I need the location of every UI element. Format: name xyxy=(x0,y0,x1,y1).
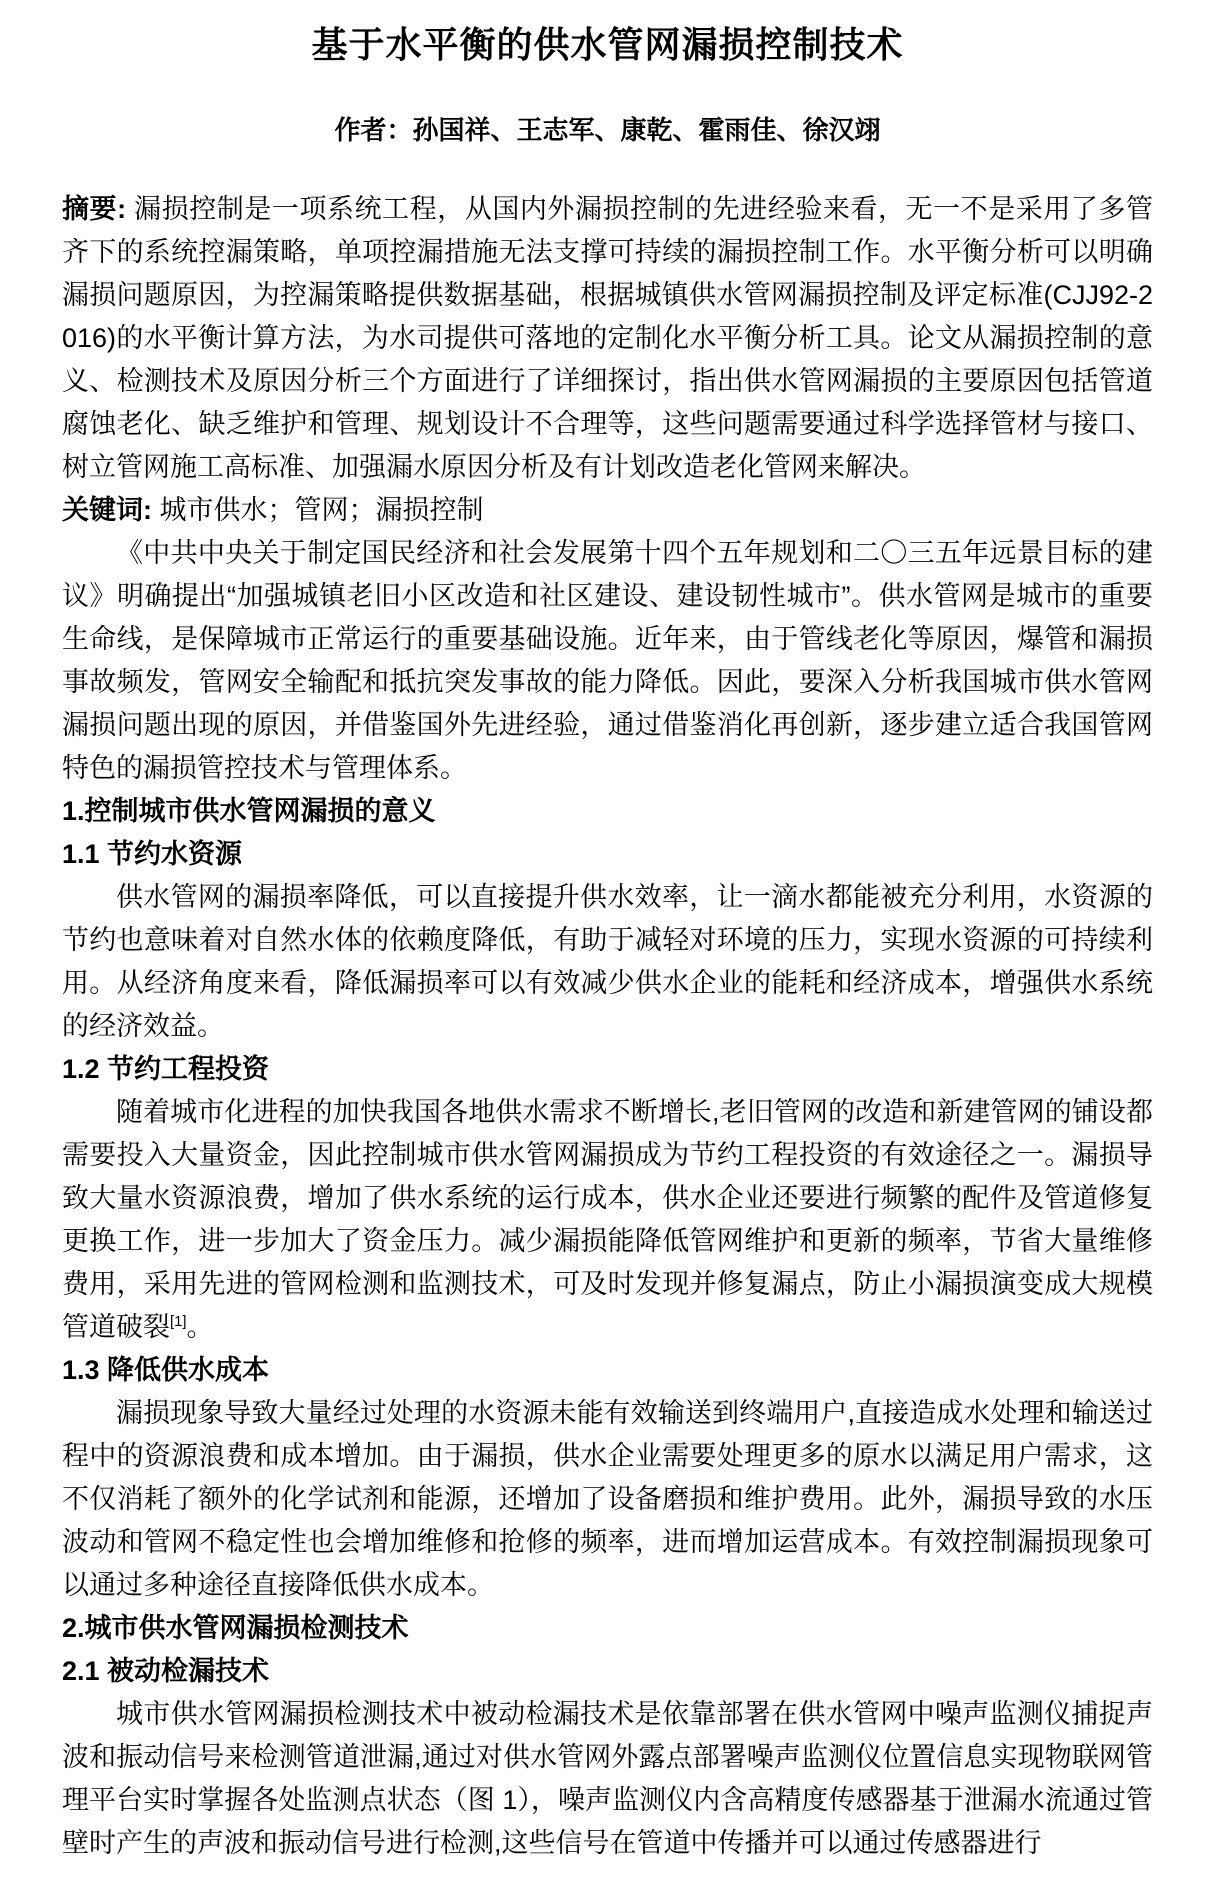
paragraph-1-2-text: 随着城市化进程的加快我国各地供水需求不断增长,老旧管网的改造和新建管网的铺设都需要投入大量资金，因此控制城市供水管网漏损成为节约工程投资的有效途径之一。漏损导致大量水资源浪费，增加了供水系统的运行成本，供水企业还要进行频繁的配件及管道修复更换工作，进一步加大了资金压力。减少漏损能降低管网维护和更新的频率，节省大量维修费用，采用先进的管网检测和监测技术，可及时发现并修复漏点，防止小漏损演变成大规模管道破裂 xyxy=(62,1097,1153,1342)
keywords-text: 城市供水；管网；漏损控制 xyxy=(159,495,484,525)
paragraph-1-2 xyxy=(62,1091,1153,1349)
abstract-label: 摘要: xyxy=(62,194,127,224)
paper-body xyxy=(62,188,1153,1865)
keywords-line xyxy=(62,489,1153,532)
abstract-paragraph xyxy=(62,188,1153,489)
subsection-heading-1-2: 1.2 节约工程投资 xyxy=(62,1054,270,1084)
paragraph-1-2-tail: 。 xyxy=(186,1312,214,1342)
section-heading-2: 2.城市供水管网漏损检测技术 xyxy=(62,1613,409,1643)
subsection-heading-1-3: 1.3 降低供水成本 xyxy=(62,1355,270,1385)
paragraph-2-1: 城市供水管网漏损检测技术中被动检漏技术是依靠部署在供水管网中噪声监测仪捕捉声波和振动信号来检测管道泄漏,通过对供水管网外露点部署噪声监测仪位置信息实现物联网管理平台实时掌握各处监测点状态（图 1），噪声监测仪内含高精度传感器基于泄漏水流通过管壁时产生的声波和振动信号进行检测,这些信号在管道中传播并可以通过传感器进行 xyxy=(62,1699,1153,1858)
intro-paragraph: 《中共中央关于制定国民经济和社会发展第十四个五年规划和二〇三五年远景目标的建议》明确提出“加强城镇老旧小区改造和社区建设、建设韧性城市”。供水管网是城市的重要生命线，是保障城市正常运行的重要基础设施。近年来，由于管线老化等原因，爆管和漏损事故频发，管网安全输配和抵抗突发事故的能力降低。因此，要深入分析我国城市供水管网漏损问题出现的原因，并借鉴国外先进经验，通过借鉴消化再创新，逐步建立适合我国管网特色的漏损管控技术与管理体系。 xyxy=(62,538,1153,783)
paragraph-1-1: 供水管网的漏损率降低，可以直接提升供水效率，让一滴水都能被充分利用，水资源的节约也意味着对自然水体的依赖度降低，有助于减轻对环境的压力，实现水资源的可持续利用。从经济角度来看，降低漏损率可以有效减少供水企业的能耗和经济成本，增强供水系统的经济效益。 xyxy=(62,882,1153,1041)
keywords-label: 关键词: xyxy=(62,495,152,525)
abstract-text: 漏损控制是一项系统工程，从国内外漏损控制的先进经验来看，无一不是采用了多管齐下的系统控漏策略，单项控漏措施无法支撑可持续的漏损控制工作。水平衡分析可以明确漏损问题原因，为控漏策略提供数据基础，根据城镇供水管网漏损控制及评定标准(CJJ92-2016)的水平衡计算方法，为水司提供可落地的定制化水平衡分析工具。论文从漏损控制的意义、检测技术及原因分析三个方面进行了详细探讨，指出供水管网漏损的主要原因包括管道腐蚀老化、缺乏维护和管理、规划设计不合理等，这些问题需要通过科学选择管材与接口、树立管网施工高标准、加强漏水原因分析及有计划改造老化管网来解决。 xyxy=(62,194,1153,482)
subsection-heading-2-1: 2.1 被动检漏技术 xyxy=(62,1656,270,1686)
citation-ref-1: [1] xyxy=(170,1314,187,1330)
section-heading-1: 1.控制城市供水管网漏损的意义 xyxy=(62,796,436,826)
subsection-heading-1-1: 1.1 节约水资源 xyxy=(62,839,243,869)
paragraph-1-3: 漏损现象导致大量经过处理的水资源未能有效输送到终端用户,直接造成水处理和输送过程中的资源浪费和成本增加。由于漏损，供水企业需要处理更多的原水以满足用户需求，这不仅消耗了额外的化学试剂和能源，还增加了设备磨损和维护费用。此外，漏损导致的水压波动和管网不稳定性也会增加维修和抢修的频率，进而增加运营成本。有效控制漏损现象可以通过多种途径直接降低供水成本。 xyxy=(62,1398,1153,1600)
page-title: 基于水平衡的供水管网漏损控制技术 xyxy=(311,24,904,65)
authors-line: 作者：孙国祥、王志军、康乾、霍雨佳、徐汉翊 xyxy=(334,115,881,145)
